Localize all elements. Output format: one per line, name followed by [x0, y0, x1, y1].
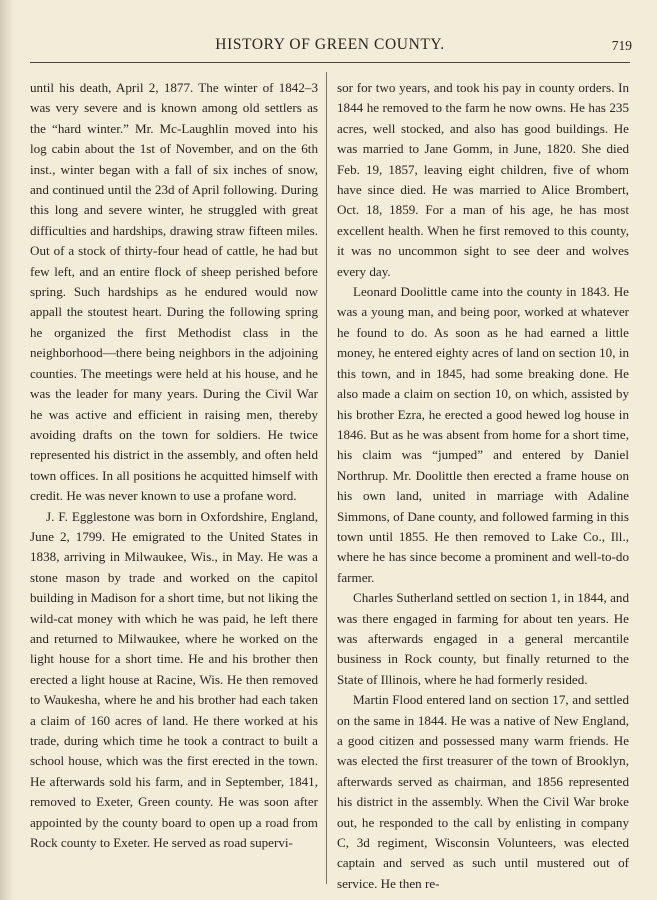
paragraph-mclaughlin-continued: until his death, April 2, 1877. The winter of 1842–3 was very severe and is known among old settlers as the “hard winter.” Mr. Mc-Laughlin moved into his log cabin about the 1st of November, and on the 6th inst., winter began with a fall of six inches of snow, and continued until the 23d of April following. During this long and severe winter, he struggled with great difficulties and hardships, drawing straw fifteen miles. Out of a stock of thirty-four head of cattle, he had but few left, and an entire flock of sheep perished before spring. Such hardships as he endured would now appall the stoutest heart. During the following spring he organized the first Methodist class in the neighborhood—there being neighbors in the adjoining counties. The meetings were held at his house, and he was the leader for many years. During the Civil War he was active and efficient in raising men, thereby avoiding drafts on the town for soldiers. He twice represented his district in the assembly, and often held town offices. In all positions he acquitted himself with credit. He was never known to use a profane word.: [30, 80, 318, 504]
paragraph-egglestone: J. F. Egglestone was born in Oxfordshire, England, June 2, 1799. He emigrated to the United States in 1838, arriving in Milwaukee, Wis., in May. He was a stone mason by trade and worked on the capitol building in Madison for a short time, but not liking the wild-cat money with which he was paid, he left there and returned to Milwaukee, where he worked on the light house for a short time. He and his brother then erected a light house at Racine, Wis. He then removed to Waukesha, where he and his brother had each taken a claim of 160 acres of land. He there worked at his trade, during which time he took a contract to built a school house, which was the first erected in the town. He afterwards sold his farm, and in September, 1841, removed to Exeter, Green county. He was soon after appointed by the county board to open up a road from Rock county to Exeter. He served as road supervi-: [30, 508, 318, 851]
paragraph-flood: Martin Flood entered land on section 17, and settled on the same in 1844. He was a native of New England, a good citizen and possessed many warm friends. He was elected the first treasurer of the town of Brooklyn, afterwards served as chairman, and 1856 represented his district in the assembly. When the Civil War broke out, he responded to the call by enlisting in company C, 3d regiment, Wisconsin Volunteers, was elected captain and served as such until mustered out of service. He then re-: [337, 692, 629, 891]
header-rule: [30, 62, 630, 63]
running-title: HISTORY OF GREEN COUNTY.: [215, 36, 445, 53]
left-column: [30, 78, 318, 853]
page-header: [30, 32, 630, 58]
paragraph-egglestone-continued: sor for two years, and took his pay in county orders. In 1844 he removed to the farm he now owns. He has 235 acres, well stocked, and also has good buildings. He was married to Jane Gomm, in June, 1820. She died Feb. 19, 1857, leaving eight children, five of whom have since died. He was married to Alice Brombert, Oct. 18, 1859. For a man of his age, he has most excellent health. When he first removed to this county, it was no uncommon sight to see deer and wolves every day.: [337, 80, 629, 279]
paragraph-doolittle: Leonard Doolittle came into the county in 1843. He was a young man, and being poor, worked at whatever he found to do. As soon as he had earned a little money, he entered eighty acres of land on section 10, in this town, and in 1845, had some breaking done. He also made a claim on section 10, on which, assisted by his brother Ezra, he erected a good hewed log house in 1846. But as he was absent from home for a short time, his claim was “jumped” and entered by Daniel Northrup. Mr. Doolittle then erected a frame house on his own land, united in marriage with Adaline Simmons, of Dane county, and followed farming in this town until 1855. He then removed to Lake Co., Ill., where he has since become a prominent and well-to-do farmer.: [337, 284, 629, 585]
right-column: [337, 78, 629, 894]
paragraph-sutherland: Charles Sutherland settled on section 1, in 1844, and was there engaged in farming for about ten years. He was afterwards engaged in a general mercantile business in Rock county, but finally returned to the State of Illinois, where he had formerly resided.: [337, 590, 629, 687]
column-divider: [326, 72, 327, 884]
binding-shadow: [0, 0, 14, 900]
page-number: 719: [611, 38, 632, 53]
